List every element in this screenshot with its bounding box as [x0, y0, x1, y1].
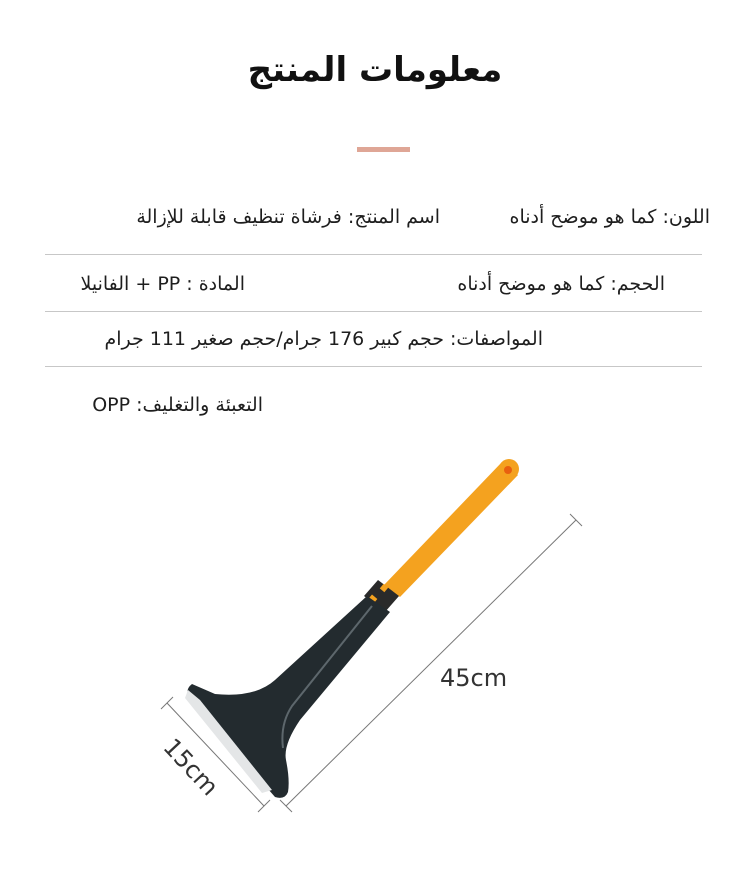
spec-product-name: اسم المنتج: فرشاة تنظيف قابلة للإزالة: [136, 206, 440, 228]
brush-handle: [384, 459, 519, 597]
spec-specification: المواصفات: حجم كبير 176 جرام/حجم صغير 111 جرام: [104, 328, 543, 350]
length-label: 45cm: [440, 664, 508, 692]
width-label: 15cm: [157, 732, 224, 802]
title-accent-bar: [357, 147, 410, 152]
spec-color: اللون: كما هو موضح أدناه: [509, 206, 710, 228]
spec-size: الحجم: كما هو موضح أدناه: [457, 273, 665, 295]
brush-head: [187, 596, 390, 798]
divider: [45, 311, 702, 312]
product-illustration: [0, 440, 750, 872]
spec-packaging: التعبئة والتغليف: OPP: [92, 394, 263, 416]
page-title: معلومات المنتج: [247, 50, 503, 90]
divider: [45, 366, 702, 367]
spec-material: المادة : PP + الفانيلا: [80, 273, 245, 295]
divider: [45, 254, 702, 255]
